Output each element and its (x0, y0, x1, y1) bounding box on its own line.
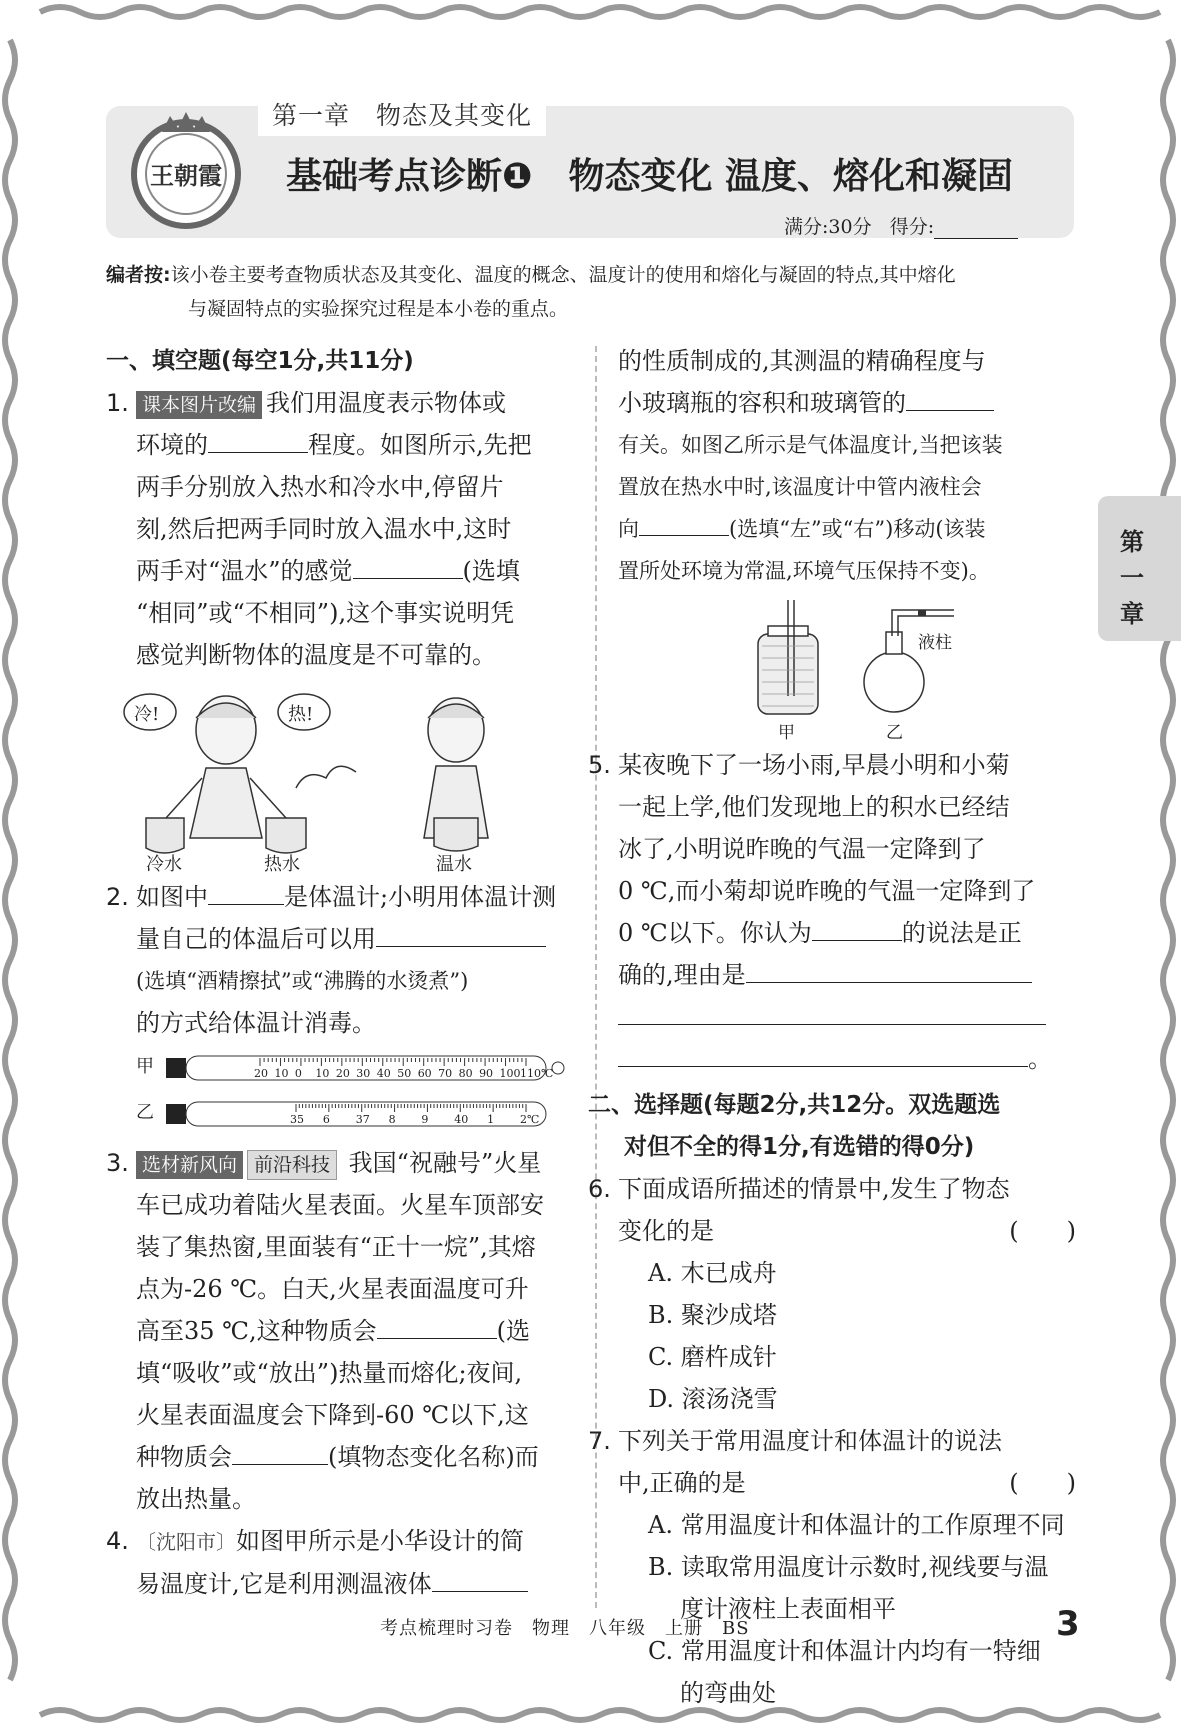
q2-thermometer-figure (106, 1046, 566, 1136)
question-6 (588, 1168, 1076, 1420)
q4-line: 有关。如图乙所示是气体温度计,当把该装 (618, 433, 1003, 457)
q4-line: 的性质制成的,其测温的精确程度与 (618, 347, 986, 375)
q1-tag: 课本图片改编 (136, 391, 262, 419)
q2-line: 的方式给体温计消毒。 (136, 1009, 376, 1037)
q3-line: (填物态变化名称)而 (328, 1443, 539, 1471)
thermometer-scale-label: 60 (417, 1067, 432, 1080)
page-number: 3 (1056, 1604, 1080, 1644)
thermometer-b-label: 乙 (136, 1102, 154, 1123)
question-3 (106, 1142, 566, 1520)
q5-blank-2[interactable] (746, 956, 1032, 983)
score-label: 得分: (889, 216, 935, 238)
left-column (106, 340, 566, 1605)
chapter-side-tab[interactable] (1098, 496, 1181, 641)
section1-title: 一、填空题(每空1分,共11分) (106, 348, 414, 374)
chapter-heading: 第一章 物态及其变化 (258, 96, 546, 136)
q4-fig-a-label: 甲 (778, 723, 795, 743)
q1-line: 程度。如图所示,先把 (308, 431, 532, 459)
q4-line: 小玻璃瓶的容积和玻璃管的 (618, 389, 906, 417)
q2-blank-2[interactable] (376, 920, 546, 947)
q7-number: 7. (588, 1427, 611, 1455)
thermometer-scale-label: 10 (315, 1067, 330, 1080)
thermometer-scale-label: 100 (499, 1067, 521, 1080)
q1-line: (选填 (462, 557, 520, 585)
thermometer-scale-label: 20 (335, 1067, 350, 1080)
q4-line: 易温度计,它是利用测温液体 (136, 1570, 432, 1598)
title-topic: 物态变化 温度、熔化和凝固 (568, 156, 1014, 197)
q1-line: 环境的 (136, 431, 208, 459)
q7-option-b[interactable]: B. 读取常用温度计示数时,视线要与温 (648, 1553, 1049, 1581)
q1-figure-hands (106, 688, 566, 876)
q7-option-b-cont: 度计液柱上表面相平 (680, 1595, 896, 1623)
q3-line: 高至35 ℃,这种物质会 (136, 1317, 377, 1345)
q6-number: 6. (588, 1175, 611, 1203)
q6-line: 变化的是 (618, 1217, 714, 1245)
q5-line: 0 ℃以下。你认为 (618, 919, 812, 947)
q6-option-d[interactable]: D. 滚汤浇雪 (648, 1385, 778, 1413)
thermometer-scale-label: 10 (274, 1067, 289, 1080)
q4-line: 置放在热水中时,该温度计中管内液柱会 (618, 475, 982, 499)
editor-note-line2: 与凝固特点的实验探究过程是本小卷的重点。 (188, 298, 569, 320)
question-2 (106, 876, 566, 1044)
q4-line: 向 (618, 517, 639, 541)
q3-line: 点为-26 ℃。白天,火星表面温度可升 (136, 1275, 529, 1303)
q1-blank-2[interactable] (353, 552, 463, 579)
q7-option-c-cont: 的弯曲处 (680, 1679, 776, 1707)
question-5 (588, 744, 1076, 1080)
q2-line: 如图中 (136, 883, 208, 911)
score-line (784, 212, 1018, 239)
q3-line: 我国“祝融号”火星 (348, 1149, 542, 1177)
thermometer-scale-label: 6 (322, 1113, 330, 1126)
thermometer-scale-label: 40 (376, 1067, 391, 1080)
thermometer-scale-label: 37 (355, 1113, 370, 1126)
q3-line: 种物质会 (136, 1443, 232, 1471)
q2-line: 是体温计;小明用体温计测 (284, 883, 557, 911)
score-blank[interactable] (934, 218, 1018, 239)
q7-option-a[interactable]: A. 常用温度计和体温计的工作原理不同 (648, 1511, 1065, 1539)
thermometer-scale-label: 40 (454, 1113, 469, 1126)
q5-end-mark: 。 (1028, 1045, 1052, 1073)
q1-blank-1[interactable] (208, 426, 308, 453)
page-title (286, 148, 1013, 199)
q3-blank-1[interactable] (377, 1312, 497, 1339)
editor-note (106, 258, 1076, 326)
q1-number: 1. (106, 389, 129, 417)
thermometer-scale-label: 80 (458, 1067, 473, 1080)
q6-answer-paren[interactable]: ( ) (1009, 1217, 1076, 1245)
q5-line: 一起上学,他们发现地上的积水已经结 (618, 793, 1010, 821)
q1-line: 感觉判断物体的温度是不可靠的。 (136, 641, 496, 669)
q4-line: 置所处环境为常温,环境气压保持不变)。 (618, 559, 990, 583)
question-1 (106, 382, 566, 676)
q6-option-c[interactable]: C. 磨杵成针 (648, 1343, 777, 1371)
q1-line: 我们用温度表示物体或 (266, 389, 507, 417)
q4-blank-2[interactable] (906, 384, 994, 411)
section2-title-line: 二、选择题(每题2分,共12分。双选题选 (588, 1092, 1001, 1118)
q4-number: 4. (106, 1527, 129, 1555)
q7-line: 中,正确的是 (618, 1469, 746, 1497)
q4-blank-3[interactable] (639, 509, 729, 536)
q2-line: 量自己的体温后可以用 (136, 925, 376, 953)
q5-number: 5. (588, 751, 611, 779)
q2-number: 2. (106, 883, 129, 911)
q4-line: 如图甲所示是小华设计的简 (236, 1527, 524, 1555)
thermometer-scale-label: 20 (254, 1067, 268, 1080)
q5-line: 0 ℃,而小菊却说昨晚的气温一定降到了 (618, 877, 1036, 905)
thermometer-scale-label: 2℃ (520, 1113, 540, 1126)
full-score: 满分:30分 (784, 216, 872, 238)
q3-line: 装了集热窗,里面装有“正十一烷”,其熔 (136, 1233, 536, 1261)
question-4 (106, 1520, 566, 1605)
q6-option-b[interactable]: B. 聚沙成塔 (648, 1301, 777, 1329)
q4-blank-1[interactable] (432, 1565, 528, 1592)
title-prefix: 基础考点诊断❶ (286, 156, 533, 197)
q3-line: 填“吸收”或“放出”)热量而熔化;夜间, (136, 1359, 523, 1387)
q4-fig-liquid-label: 液柱 (918, 633, 952, 653)
q1-line: 两手分别放入热水和冷水中,停留片 (136, 473, 504, 501)
q1-fig-hot-bubble: 热! (288, 704, 314, 725)
editor-note-line1: 该小卷主要考查物质状态及其变化、温度的概念、温度计的使用和熔化与凝固的特点,其中熔化 (170, 264, 956, 286)
publisher-logo-icon (122, 112, 250, 230)
section2-title (588, 1084, 1076, 1168)
q6-option-a[interactable]: A. 木已成舟 (648, 1259, 777, 1287)
q6-line: 下面成语所描述的情景中,发生了物态 (618, 1175, 1010, 1203)
q7-option-c[interactable]: C. 常用温度计和体温计内均有一特细 (648, 1637, 1041, 1665)
q1-line: “相同”或“不相同”),这个事实说明凭 (136, 599, 515, 627)
q4-line: (选填“左”或“右”)移动(该装 (729, 517, 986, 541)
q5-blank-3[interactable] (618, 998, 1046, 1025)
footer: 考点梳理时习卷 物理 八年级 上册 BS (380, 1618, 750, 1639)
q4-place: 〔沈阳市〕 (136, 1530, 236, 1554)
q3-tag-1: 选材新风向 (136, 1151, 243, 1179)
q3-line: 放出热量。 (136, 1485, 256, 1513)
q3-line: 车已成功着陆火星表面。火星车顶部安 (136, 1191, 544, 1219)
q1-line: 刻,然后把两手同时放入温水中,这时 (136, 515, 512, 543)
q4-figure-thermometers (618, 596, 1076, 744)
thermometer-scale-label: 70 (438, 1067, 453, 1080)
editor-note-label: 编者按: (106, 264, 171, 286)
q3-line: 火星表面温度会下降到-60 ℃以下,这 (136, 1401, 529, 1429)
q4-fig-b-label: 乙 (886, 723, 903, 743)
q2-blank-1[interactable] (208, 878, 284, 905)
q5-line: 的说法是正 (901, 919, 1022, 947)
thermometer-scale-label: 9 (421, 1113, 429, 1126)
thermometer-scale-label: 0 (294, 1067, 302, 1080)
q7-line: 下列关于常用温度计和体温计的说法 (618, 1427, 1002, 1455)
q1-fig-hot-label: 热水 (264, 854, 300, 875)
thermometer-a-label: 甲 (136, 1056, 154, 1077)
q2-line: (选填“酒精擦拭”或“沸腾的水烫煮”) (136, 969, 469, 993)
q1-fig-cold-bubble: 冷! (134, 704, 160, 725)
svg-text:王朝霞: 王朝霞 (150, 161, 222, 190)
section2-title-line: 对但不全的得1分,有选错的得0分) (624, 1134, 975, 1160)
thermometer-scale-label: 90 (479, 1067, 494, 1080)
thermometer-scale-label: 30 (356, 1067, 371, 1080)
q1-line: 两手对“温水”的感觉 (136, 557, 353, 585)
q7-answer-paren[interactable]: ( ) (1009, 1469, 1076, 1497)
q5-blank-4[interactable] (618, 1040, 1028, 1067)
q5-line: 确的,理由是 (618, 961, 746, 989)
question-7 (588, 1420, 1076, 1714)
q4-continued (618, 340, 1076, 592)
q3-blank-2[interactable] (232, 1438, 328, 1465)
q1-fig-cold-label: 冷水 (146, 854, 182, 875)
thermometer-scale-label: 50 (397, 1067, 412, 1080)
q5-line: 冰了,小明说昨晚的气温一定降到了 (618, 835, 986, 863)
side-tab-label: 第一章 (1120, 528, 1144, 628)
q1-fig-warm-label: 温水 (436, 854, 472, 875)
q5-line: 某夜晚下了一场小雨,早晨小明和小菊 (618, 751, 1010, 779)
right-column (588, 340, 1076, 1714)
q5-blank-1[interactable] (812, 914, 902, 941)
q3-number: 3. (106, 1149, 129, 1177)
thermometer-scale-label: 8 (388, 1113, 396, 1126)
thermometer-scale-label: 1 (487, 1113, 495, 1126)
q3-tag-2: 前沿科技 (247, 1150, 337, 1180)
thermometer-scale-label: 110℃ (520, 1067, 554, 1080)
q3-line: (选 (496, 1317, 531, 1345)
thermometer-scale-label: 35 (290, 1113, 304, 1126)
